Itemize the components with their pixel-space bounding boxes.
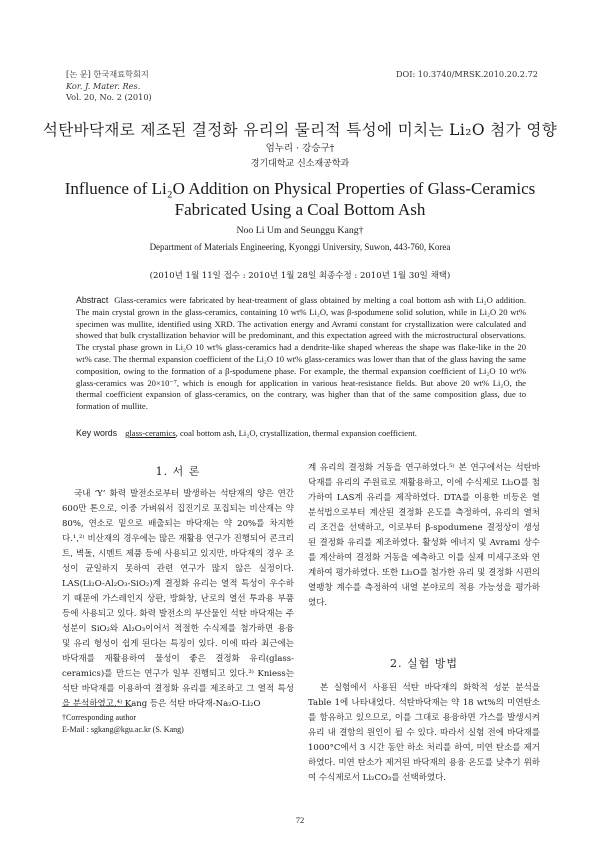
intro-continued: 계 유리의 결정화 거동을 연구하였다.⁵⁾ 본 연구에서는 석탄바닥재를 유리의 주원료로 재활용하고, 이에 수식제로 Li₂O를 첨가하여 LAS계 유리를 제작하였다. DTA를 이용한 비등온 열 분석법으로부터 계산된 결정화 온도를 측정하여, 유리의 열처리 조건을 선택하고, 이로부터 β-spodumene 결정상이 생성된 결정화 유리를 제조하였다. 활성화 에너지 및 Avrami 상수를 계산하여 결정화 거동을 예측하고 이를 실제 미세구조와 연계하여 평가하였다. 또한 Li₂O를 첨가한 유리 및 결정화 시편의 열팽창 계수를 측정하여 내열 분야로의 적용 가능성을 평가하였다.	[308, 463, 540, 608]
journal-info	[66, 69, 152, 104]
title-english	[40, 178, 560, 220]
authors-english: Noo Li Um and Seunggu Kang†	[236, 225, 364, 236]
title-english-line2: Fabricated Using a Coal Bottom Ash	[174, 200, 426, 219]
corresponding-author: †Corresponding author	[62, 713, 136, 722]
title-english-line1: Influence of Li₂O Addition on Physical Properties of Glass-Ceramics	[64, 179, 536, 198]
section-2-heading: 2. 실험 방법	[390, 657, 458, 670]
intro-paragraph: 국내 ‘Y’ 화력 발전소로부터 발생하는 석탄재의 양은 연간 600만 톤으로, 이중 가벼워서 집진기로 포집되는 비산재는 약 80%, 연소로 밑으로 배출되는 바닥재는 약 20%를 차지한다.¹,²⁾ 비산재의 경우에는 많은 재활용 연구가 진행되어 콘크리트, 벽돌, 시멘트 제품 등에 사용되고 있지만, 바닥재의 경우 조성이 균일하지 못하여 관련 연구가 많지 않은 실정이다. LAS(Li₂O-Al₂O₃-SiO₂)계 결정화 유리는 열적 특성이 우수하기 때문에 가스레인지 상판, 방화창, 난로의 열선 투과용 부품 등에 사용되고 있다. 화력 발전소의 부산물인 석탄 바닥재는 주성분이 SiO₂와 Al₂O₃이어서 적절한 수식제를 첨가하면 용융 및 유리 형성이 쉽게 된다는 특징이 있다. 이에 따라 최근에는 바닥재를 재활용하여 물성이 좋은 결정화 유리(glass-ceramics)를 만드는 연구가 일부 진행되고 있다.³⁾ Kniess는 석탄 바닥재를 이용하여 결정화 유리를 제조하고 그 열적 특성을 분석하였고,⁴⁾ Kang 등은 석탄 바닥재-Na₂O-Li₂O	[62, 489, 294, 709]
methods-paragraph: 본 실험에서 사용된 석탄 바닥재의 화학적 성분 분석을 Table 1에 나타내었다. 석탄바닥재는 약 18 wt%의 미연탄소를 함유하고 있으므로, 이를 그대로 용융하면 가스를 발생시켜 유리 내 결함의 원인이 될 수 있다. 따라서 실험 전에 바닥재를 1000°C에서 3 시간 동안 하소 처리를 하여, 미연 탄소를 제거하였다. 미연 탄소가 제거된 바닥재의 용융 온도를 낮추기 위하여 수식제로서 Li₂CO₃를 선택하였다.	[308, 683, 540, 783]
doi[interactable]: DOI: 10.3740/MRSK.2010.20.2.72	[395, 69, 538, 79]
received-dates: (2010년 1월 11일 접수 : 2010년 1월 28일 최종수정 : 2010년 1월 30일 채택)	[149, 271, 451, 281]
journal-volume: Vol. 20, No. 2 (2010)	[66, 92, 152, 102]
left-column	[62, 487, 294, 712]
author-email[interactable]: E-Mail : sgkang@kgu.ac.kr (S. Kang)	[62, 725, 184, 734]
journal-abbrev: Kor. J. Mater. Res.	[66, 80, 141, 91]
keywords-label: Key words	[76, 428, 118, 438]
right-column-top	[308, 461, 540, 611]
page-number: 72	[295, 815, 305, 825]
journal-korean-name: [논 문] 한국재료학회지	[66, 69, 149, 79]
methods-column	[308, 681, 540, 786]
affiliation-english: Department of Materials Engineering, Kyonggi University, Suwon, 443-760, Korea	[149, 242, 451, 252]
abstract	[76, 295, 526, 413]
keyword-link[interactable]: glass-ceramics	[125, 428, 176, 438]
footnote	[62, 712, 184, 736]
keywords	[76, 428, 536, 438]
section-1-heading: 1. 서 론	[155, 465, 201, 478]
title-korean: 석탄바닥재로 제조된 결정화 유리의 물리적 특성에 미치는 Li₂O 첨가 영향	[42, 121, 558, 139]
keywords-rest: , coal bottom ash, Li₂O, crystallization, thermal expansion coefficient.	[175, 428, 417, 438]
abstract-label: Abstract	[76, 295, 109, 305]
authors-korean: 엄누리 · 강승구†	[265, 143, 335, 154]
affiliation-korean: 경기대학교 신소재공학과	[250, 159, 350, 169]
abstract-text: Glass-ceramics were fabricated by heat-treatment of glass obtained by melting a coal bottom ash with Li₂O addition. The main crystal grown in the glass-ceramics, containing 10 wt% Li₂O, was β-spodumene solid solution, while in Li₂O 20 wt% specimen was mullite, identified using XRD. The activation energy and Avrami constant for crystallization were calculated and showed that bulk crystallization behavior will be predominant, and this expectation agreed with the microstructural observations. The crystal phase grown in Li₂O 10 wt% glass-ceramics had a dendrite-like shaped whereas the shape was flake-like in the 20 wt% case. The thermal expansion coefficient of the Li₂O 10 wt% glass-ceramics was lower than that of the glass having the same composition, owing to the formation of a β-spodumene phase. For example, the thermal expansion coefficient of Li₂O 10 wt% glass-ceramics was 20×10⁻⁷, which is enough for application in various heat-resistance fields. But above 20 wt% Li₂O, the thermal coefficient expansion of glass-ceramics, on the contrary, was higher than that of the same composition glass, due to formation of mullite.	[76, 295, 526, 412]
footnote-divider	[62, 706, 132, 707]
